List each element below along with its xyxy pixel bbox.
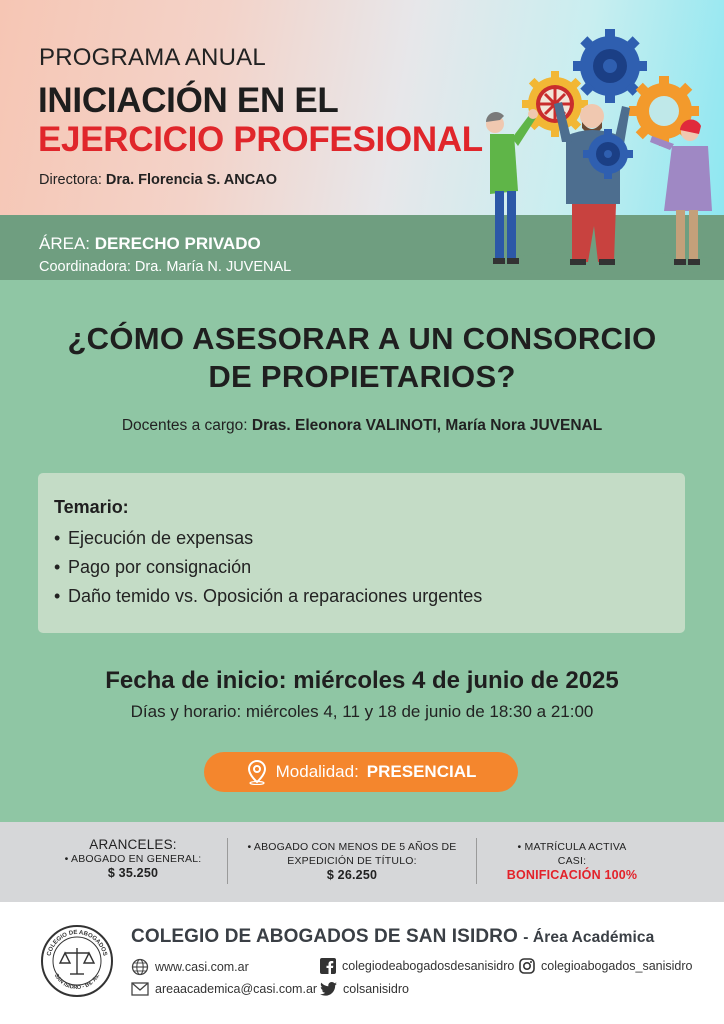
org-name-main: COLEGIO DE ABOGADOS DE SAN ISIDRO bbox=[131, 926, 518, 947]
fee-junior-price: $ 26.250 bbox=[326, 868, 378, 882]
temario-list bbox=[54, 524, 482, 611]
area-name: DERECHO PRIVADO bbox=[94, 234, 261, 253]
modalidad-badge bbox=[204, 752, 518, 792]
fee-general-price: $ 35.250 bbox=[107, 866, 159, 880]
instagram-icon bbox=[519, 958, 535, 974]
teamwork-gears-illustration bbox=[482, 26, 724, 280]
twitter-icon bbox=[320, 982, 337, 996]
fee-casi-value: BONIFICACIÓN 100% bbox=[506, 868, 638, 882]
fee-casi-label-2: CASI: bbox=[557, 855, 587, 867]
course-title-line2: DE PROPIETARIOS? bbox=[208, 359, 516, 394]
fee-casi-label-1: • MATRÍCULA ACTIVA bbox=[517, 841, 627, 853]
divider bbox=[227, 838, 228, 884]
fee-general bbox=[58, 838, 208, 880]
coordinator: Coordinadora: Dra. María N. JUVENAL bbox=[39, 259, 292, 275]
instagram-contact bbox=[519, 958, 693, 974]
director bbox=[39, 172, 277, 188]
website-contact bbox=[131, 958, 249, 976]
modalidad-label: Modalidad: bbox=[275, 762, 359, 781]
schedule-days: Días y horario: miércoles 4, 11 y 18 de junio de 18:30 a 21:00 bbox=[130, 702, 594, 721]
email-contact bbox=[131, 982, 317, 996]
program-label: PROGRAMA ANUAL bbox=[39, 44, 266, 71]
teachers-names: Dras. Eleonora VALINOTI, María Nora JUVENAL bbox=[251, 417, 603, 434]
person-middle-icon bbox=[554, 102, 630, 265]
mail-icon bbox=[131, 982, 149, 996]
area-line bbox=[39, 234, 261, 254]
start-date: Fecha de inicio: miércoles 4 de junio de 2025 bbox=[105, 667, 619, 694]
temario-box bbox=[38, 473, 685, 633]
list-item: • Pago por consignación bbox=[54, 557, 252, 577]
facebook-icon bbox=[320, 958, 336, 974]
fee-casi bbox=[490, 840, 654, 882]
course-title-line1: ¿CÓMO ASESORAR A UN CONSORCIO bbox=[67, 321, 657, 356]
course-title bbox=[30, 320, 694, 396]
fee-general-label: • ABOGADO EN GENERAL: bbox=[64, 853, 202, 865]
program-title-line1: INICIACIÓN EN EL bbox=[38, 81, 339, 120]
director-name: Dra. Florencia S. ANCAO bbox=[105, 172, 277, 188]
area-label: ÁREA: bbox=[39, 234, 91, 253]
temario-title: Temario: bbox=[54, 497, 129, 517]
casi-seal-logo bbox=[40, 924, 114, 998]
person-left-icon bbox=[486, 109, 538, 264]
location-pin-icon bbox=[246, 759, 268, 785]
divider bbox=[476, 838, 477, 884]
teachers-label: Docentes a cargo: bbox=[121, 417, 248, 434]
website-link[interactable]: www.casi.com.ar bbox=[155, 960, 249, 974]
fees-header: ARANCELES: bbox=[89, 837, 177, 852]
svg-text:COLEGIO DE ABOGADOS: COLEGIO DE ABOGADOS bbox=[46, 929, 108, 957]
email-link[interactable]: areaacademica@casi.com.ar bbox=[155, 982, 318, 996]
list-item: • Daño temido vs. Oposición a reparaciones urgentes bbox=[54, 586, 483, 606]
svg-text:SAN ISIDRO - Bs. As.: SAN ISIDRO - Bs. As. bbox=[52, 972, 102, 992]
list-item: • Ejecución de expensas bbox=[54, 528, 254, 548]
blue-gear-icon bbox=[573, 29, 647, 103]
fee-junior-label-1: • ABOGADO CON MENOS DE 5 AÑOS DE bbox=[247, 841, 457, 853]
facebook-link[interactable]: colegiodeabogadosdesanisidro bbox=[342, 959, 515, 973]
fees-band bbox=[0, 822, 724, 902]
modalidad-value: PRESENCIAL bbox=[366, 762, 477, 781]
org-name-suffix: - Área Académica bbox=[523, 929, 655, 946]
twitter-contact bbox=[320, 982, 409, 996]
instagram-link[interactable]: colegioabogados_sanisidro bbox=[541, 959, 693, 973]
twitter-link[interactable]: colsanisidro bbox=[343, 982, 410, 996]
person-right-icon bbox=[650, 120, 712, 265]
facebook-contact bbox=[320, 958, 514, 974]
director-label: Directora: bbox=[39, 172, 102, 188]
fee-junior-label-2: EXPEDICIÓN DE TÍTULO: bbox=[287, 855, 417, 867]
program-title-line2: EJERCICIO PROFESIONAL bbox=[38, 120, 483, 159]
org-name bbox=[131, 926, 654, 948]
globe-icon bbox=[131, 958, 149, 976]
teachers bbox=[30, 417, 694, 435]
fee-junior bbox=[240, 840, 464, 882]
